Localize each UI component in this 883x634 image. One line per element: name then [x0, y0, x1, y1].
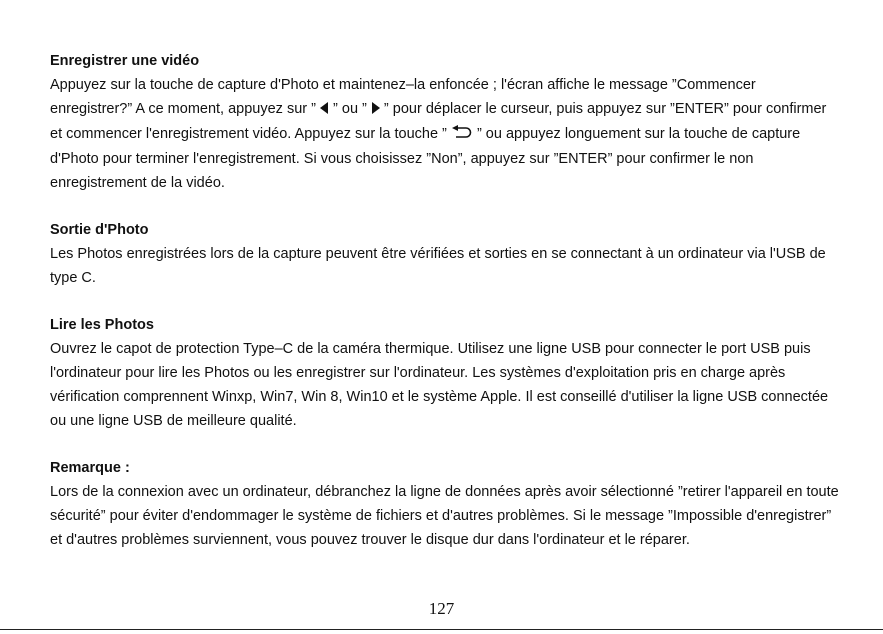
document-body [50, 49, 840, 575]
section-photo-output [50, 218, 840, 290]
paragraph-text: ” ou appuyez longuement sur la touche de capture d'Photo pour terminer l'enregistrement. Si vous choisissez ”Non”, appuyez sur ”ENTER” pour confirmer le non enregistrement de la vidéo. [50, 126, 801, 191]
section-read-photos [50, 313, 840, 433]
section-heading: Remarque : [50, 460, 130, 476]
section-heading: Enregistrer une vidéo [50, 53, 200, 69]
section-paragraph: Lors de la connexion avec un ordinateur, débranchez la ligne de données après avoir sélectionné ”retirer l'appareil en toute sécurité” pour éviter d'endommager le système de fichiers et d'autres problèmes. Si le message ”Impossible d'enregistrer” et d'autres problèmes surviennent, vous pouvez trouver le disque dur dans l'ordinateur et le réparer. [50, 484, 839, 548]
section-remark [50, 456, 840, 552]
return-arrow-icon [451, 123, 473, 147]
footer-divider [0, 629, 883, 630]
left-triangle-icon [320, 98, 329, 122]
paragraph-text: ” ou ” [329, 101, 371, 117]
section-paragraph: Les Photos enregistrées lors de la capture peuvent être vérifiées et sorties en se connectant à un ordinateur via l'USB de type C. [50, 246, 826, 286]
page-number: 127 [428, 599, 455, 618]
section-paragraph [50, 73, 840, 195]
paragraph-text: Appuyez sur la touche de capture d'Photo et maintenez–la enfoncée ; l'écran affiche le message ”Commencer enregistrer?” A ce moment, appuyez sur ” [50, 77, 756, 117]
section-record-video [50, 49, 840, 195]
section-paragraph: Ouvrez le capot de protection Type–C de la caméra thermique. Utilisez une ligne USB pour connecter le port USB puis l'ordinateur pour lire les Photos ou les enregistrer sur l'ordinateur. Les systèmes d'exploitation pris en charge après vérification comprennent Winxp, Win7, Win 8, Win10 et le système Apple. Il est conseillé d'utiliser la ligne USB connectée ou une ligne USB de meilleure qualité. [50, 341, 829, 429]
section-heading: Lire les Photos [50, 317, 154, 333]
section-heading: Sortie d'Photo [50, 222, 149, 238]
right-triangle-icon [371, 98, 380, 122]
paragraph-text: ” pour déplacer le curseur, puis appuyez sur ”ENTER” pour confirmer et commencer l'enregistrement vidéo. Appuyez sur la touche ” [50, 101, 827, 142]
